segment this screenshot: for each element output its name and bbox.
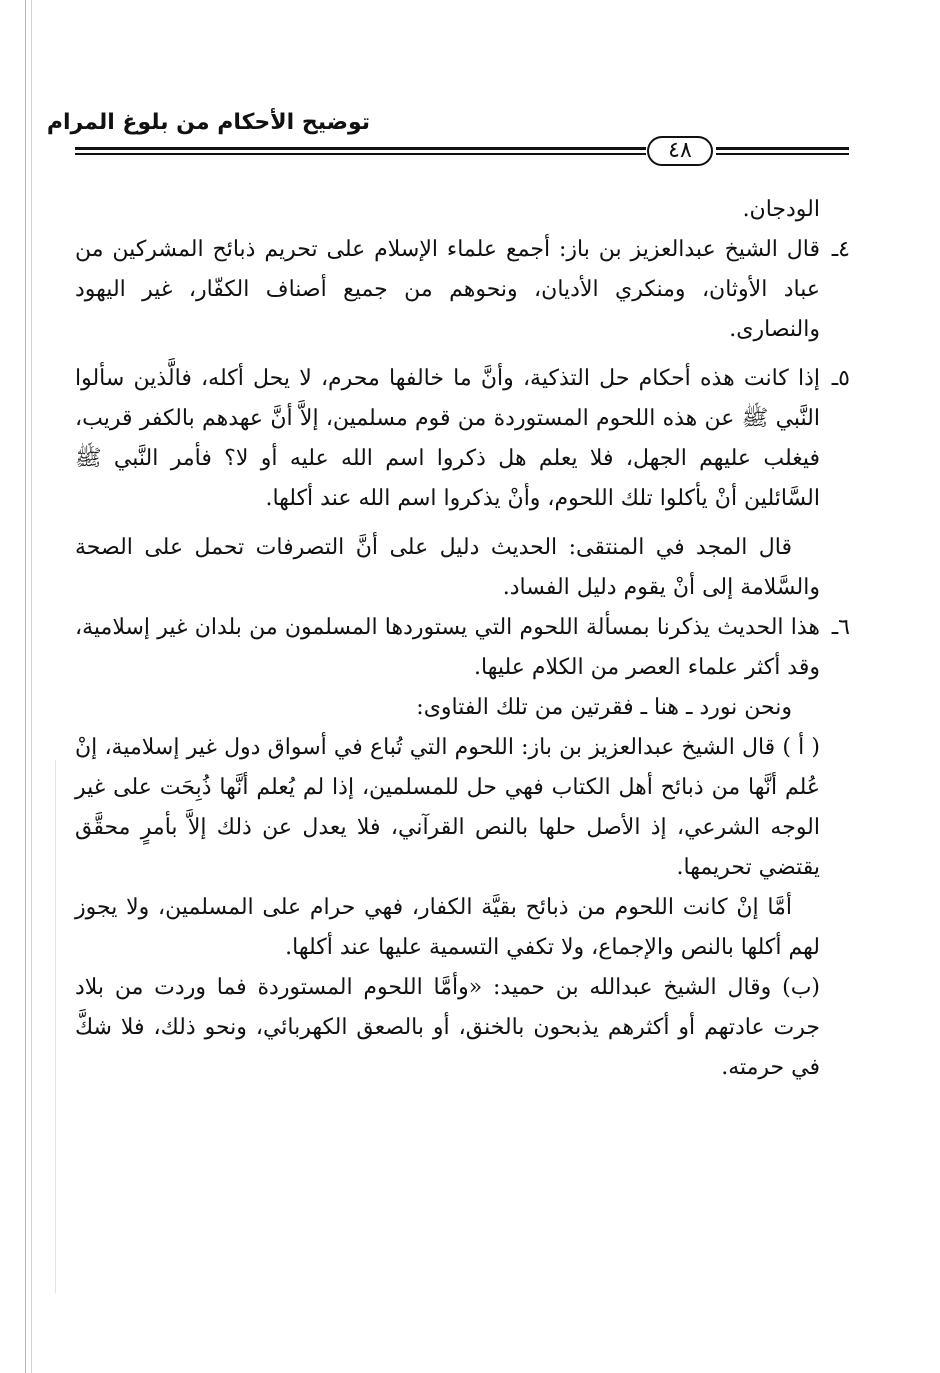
numbered-paragraph-6 [75,608,850,688]
paragraph-number: ٤ـ [831,237,850,262]
header-rule [75,147,646,150]
numbered-paragraph-4 [75,230,850,350]
scan-edge-line [31,0,32,1373]
paragraph-continuation: الودجان. [742,197,820,222]
paragraph-fatwa-b: (ب) وقال الشيخ عبدالله بن حميد: «وأمَّا اللحوم المستوردة فما وردت من بلاد جرت عادتهم أو أكثرهم يذبحون بالخنق، أو بالصعق الكهربائي، ونحو ذلك، فلا شكَّ في حرمته. [75,975,820,1080]
paragraph-text: إذا كانت هذه أحكام حل التذكية، وأنَّ ما خالفها محرم، لا يحل أكله، فالَّذين سألوا النَّبي ﷺ عن هذه اللحوم المستوردة من قوم مسلمين، إلاَّ أنَّ عهدهم بالكفر قريب، فيغلب عليهم الجهل، فلا يعلم هل ذكروا اسم الله عليه أو لا؟ فأمر النَّبي ﷺ السَّائلين أنْ يأكلوا تلك اللحوم، وأنْ يذكروا اسم الله عند أكلها. [75,366,820,511]
page-number: ٤٨ [647,136,713,166]
paragraph-number: ٥ـ [831,366,850,391]
header-rule [716,153,849,155]
header-rule [716,147,849,150]
running-title: توضيح الأحكام من بلوغ المرام [46,110,370,135]
paragraph-text: هذا الحديث يذكرنا بمسألة اللحوم التي يستوردها المسلمون من بلدان غير إسلامية، وقد أكثر علماء العصر من الكلام عليها. [75,615,820,680]
scan-edge-line [25,0,26,1373]
paragraph-fatwa-a-cont: أمَّا إنْ كانت اللحوم من ذبائح بقيَّة الكفار، فهي حرام على المسلمين، ولا يجوز لهم أكلها بالنص والإجماع، ولا تكفي التسمية عليها عند أكلها. [75,895,820,960]
paragraph-text: قال الشيخ عبدالعزيز بن باز: أجمع علماء الإسلام على تحريم ذبائح المشركين من عباد الأوثان، ومنكري الأديان، ونحوهم من جميع أصناف الكفّار، غير اليهود والنصارى. [75,237,820,342]
scan-edge-line [55,760,56,1293]
paragraph-al-majd-quote: قال المجد في المنتقى: الحديث دليل على أنَّ التصرفات تحمل على الصحة والسَّلامة إلى أنْ يقوم دليل الفساد. [75,535,820,600]
header-rule [75,153,646,155]
numbered-paragraph-5 [75,359,850,519]
paragraph-number: ٦ـ [831,615,850,640]
page-body [75,190,850,1088]
paragraph-intro-fatwas: ونحن نورد ـ هنا ـ فقرتين من تلك الفتاوى: [416,695,792,720]
paragraph-fatwa-a: ( أ ) قال الشيخ عبدالعزيز بن باز: اللحوم التي تُباع في أسواق دول غير إسلامية، إنْ عُلم أنَّها من ذبائح أهل الكتاب فهي حل للمسلمين، إذا لم يُعلم أنَّها ذُبِحَت على غير الوجه الشرعي، إذ الأصل حلها بالنص القرآني، فلا يعدل عن ذلك إلاَّ بأمرٍ محقَّق يقتضي تحريمها. [75,735,820,880]
